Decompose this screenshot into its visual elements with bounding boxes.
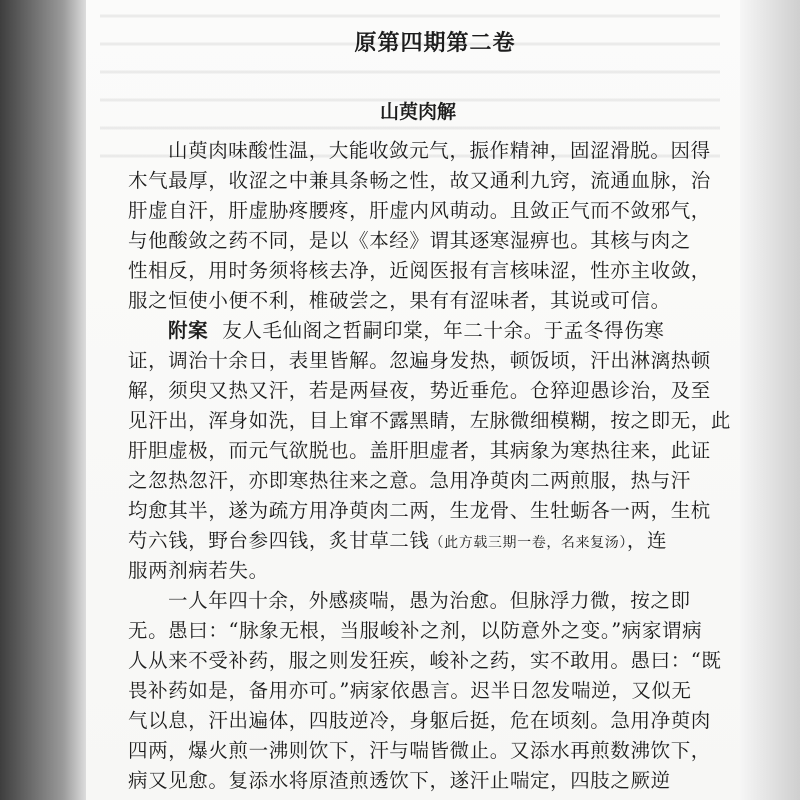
case-label: 附案 <box>168 319 209 342</box>
paragraph-line: 一人年四十余，外感痰喘，愚为治愈。但脉浮力微，按之即 <box>168 589 691 612</box>
right-page-edge <box>740 0 800 800</box>
paragraph-line: 性相反，用时务须将核去净，近阅医报有言核味涩，性亦主收敛， <box>128 259 711 282</box>
paragraph-line: 木气最厚，收涩之中兼具条畅之性，故又通利九窍，流通血脉，治 <box>128 169 711 192</box>
paragraph-line: 无。愚曰：“脉象无根，当服峻补之剂，以防意外之变。”病家谓病 <box>128 619 703 642</box>
paragraph-line: 肝虚自汗，肝虚胁疼腰疼，肝虚内风萌动。且敛正气而不敛邪气， <box>128 199 711 222</box>
left-page-shadow <box>0 0 90 800</box>
paragraph-line: 见汗出，浑身如洗，目上窜不露黑睛，左脉微细模糊，按之即无，此 <box>128 409 732 432</box>
paragraph-line: 服之恒使小便不利，椎破尝之，果有有涩味者，其说或可信。 <box>128 289 671 312</box>
case-text: 友人毛仙阁之哲嗣印棠，年二十余。于孟冬得伤寒 <box>222 319 665 342</box>
paragraph-line: 肝胆虚极，而元气欲脱也。盖肝胆虚者，其病象为寒热往来，此证 <box>128 439 711 462</box>
paragraph-line: 畏补药如是，备用亦可。”病家依愚言。迟半日忽发喘逆，又似无 <box>128 679 692 702</box>
paragraph-line: 山萸肉味酸性温，大能收敛元气，振作精神，固涩滑脱。因得 <box>168 139 711 162</box>
page-title: 原第四期第二卷 <box>354 30 516 56</box>
article-body <box>128 136 748 796</box>
prescription-tail: ，连 <box>626 529 668 552</box>
paragraph-line: 与他酸敛之药不同，是以《本经》谓其逐寒湿痹也。其核与肉之 <box>128 229 691 252</box>
paragraph-line: 解，须臾又热又汗，若是两昼夜，势近垂危。仓猝迎愚诊治，及至 <box>128 379 711 402</box>
paragraph-line: 人从来不受补药，服之则发狂疾，峻补之药，实不敢用。愚曰：“既 <box>128 649 722 672</box>
section-title: 山萸肉解 <box>379 101 456 123</box>
paragraph-line: 之忽热忽汗，亦即寒热往来之意。急用净萸肉二两煎服，热与汗 <box>128 469 691 492</box>
paragraph-line: 均愈其半，遂为疏方用净萸肉二两，生龙骨、生牡蛎各一两，生杭 <box>128 499 711 522</box>
paragraph-line: 气以息，汗出遍体，四肢逆冷，身躯后挺，危在顷刻。急用净萸肉 <box>128 709 711 732</box>
case-first-line <box>128 316 748 346</box>
prescription-note: （此方载三期一卷，名来复汤） <box>429 535 627 551</box>
paragraph-line: 证，调治十余日，表里皆解。忽遍身发热，顿饭顷，汗出淋漓热顿 <box>128 349 711 372</box>
paragraph-line <box>128 526 748 556</box>
prescription-text: 芍六钱，野台参四钱，炙甘草二钱 <box>128 529 430 552</box>
page-content <box>128 14 748 796</box>
paragraph-line: 四两，爆火煎一沸则饮下，汗与喘皆微止。又添水再煎数沸饮下， <box>128 739 711 762</box>
paragraph-line: 病又见愈。复添水将原渣煎透饮下，遂汗止喘定，四肢之厥逆 <box>128 769 671 792</box>
paragraph-line: 服两剂病若失。 <box>128 559 269 582</box>
